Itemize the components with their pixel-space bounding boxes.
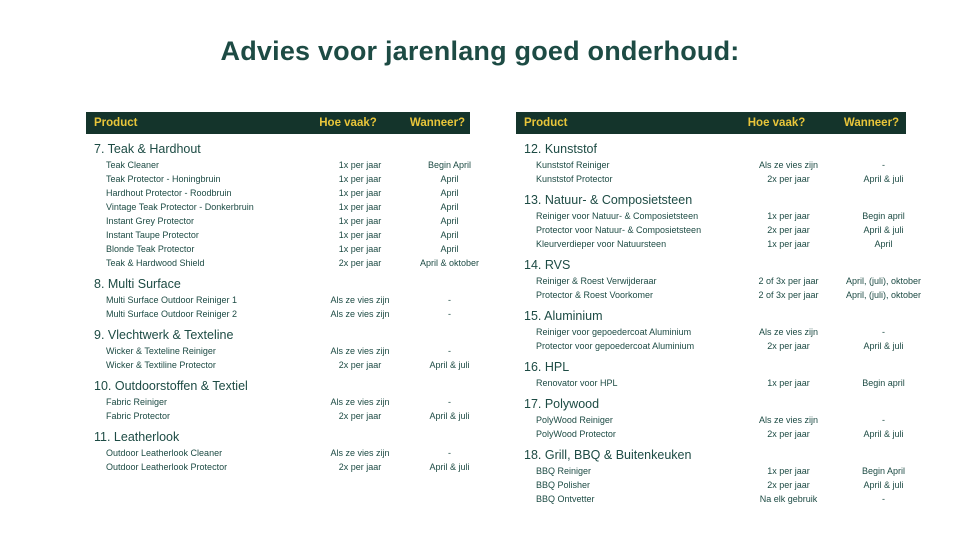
cell-frequency: 2x per jaar	[767, 341, 810, 351]
cell-when: April	[440, 188, 459, 198]
table-row	[86, 446, 470, 460]
cell-frequency: 1x per jaar	[338, 188, 382, 198]
table-row	[86, 200, 470, 214]
cell-product: Teak & Hardwood Shield	[106, 258, 205, 268]
cell-when: -	[882, 160, 885, 170]
column-header-product: Product	[94, 117, 138, 129]
cell-when: Begin april	[862, 378, 905, 388]
cell-frequency: Als ze vies zijn	[758, 160, 819, 170]
cell-when: Begin april	[862, 211, 905, 221]
cell-when: -	[882, 327, 885, 337]
cell-product: BBQ Reiniger	[536, 466, 592, 476]
table-row	[516, 492, 906, 506]
product-group	[86, 379, 470, 423]
table-row	[516, 339, 906, 353]
group-rows	[86, 395, 470, 423]
table-row	[86, 214, 470, 228]
product-group	[516, 309, 906, 353]
group-rows	[516, 464, 906, 506]
cell-frequency: Als ze vies zijn	[330, 346, 390, 356]
cell-when: April & juli	[429, 360, 470, 370]
group-rows	[86, 344, 470, 372]
table-row	[516, 288, 922, 302]
cell-frequency: 2x per jaar	[338, 411, 382, 421]
group-title: 11. Leatherlook	[94, 430, 180, 444]
cell-frequency: 2x per jaar	[338, 360, 382, 370]
table-row	[516, 464, 906, 478]
column-header-when: Wanneer?	[843, 117, 900, 129]
cell-when: April	[874, 239, 893, 249]
cell-when: April	[440, 244, 459, 254]
cell-when: April, (juli), oktober	[845, 276, 922, 286]
cell-when: April	[440, 216, 459, 226]
group-title: 12. Kunststof	[524, 142, 597, 156]
cell-product: Protector voor gepoedercoat Aluminium	[536, 341, 695, 351]
cell-frequency: Als ze vies zijn	[330, 448, 390, 458]
cell-product: Multi Surface Outdoor Reiniger 2	[106, 309, 238, 319]
group-title: 7. Teak & Hardhout	[94, 142, 201, 156]
group-rows	[86, 446, 470, 474]
cell-product: Vintage Teak Protector - Donkerbruin	[106, 202, 254, 212]
table-row	[516, 325, 906, 339]
product-group	[516, 142, 906, 186]
group-title: 8. Multi Surface	[94, 277, 181, 291]
table-row	[86, 293, 470, 307]
cell-product: Multi Surface Outdoor Reiniger 1	[106, 295, 238, 305]
cell-frequency: 2x per jaar	[767, 225, 810, 235]
cell-product: Wicker & Textiline Protector	[106, 360, 216, 370]
table-row	[86, 256, 480, 270]
cell-frequency: 1x per jaar	[767, 466, 810, 476]
product-group	[516, 258, 922, 302]
table-row	[86, 307, 470, 321]
cell-frequency: Als ze vies zijn	[330, 397, 390, 407]
table-row	[516, 413, 906, 427]
table-row	[86, 395, 470, 409]
cell-product: Blonde Teak Protector	[106, 244, 195, 254]
left-group-list	[86, 142, 480, 474]
cell-frequency: 1x per jaar	[338, 244, 382, 254]
group-rows	[516, 376, 906, 390]
group-title: 13. Natuur- & Composietsteen	[524, 193, 693, 207]
table-row	[86, 172, 470, 186]
cell-frequency: Als ze vies zijn	[758, 415, 819, 425]
group-title: 10. Outdoorstoffen & Textiel	[94, 379, 248, 393]
cell-when: April, (juli), oktober	[845, 290, 922, 300]
group-title: 17. Polywood	[524, 397, 600, 411]
table-row	[516, 274, 922, 288]
group-title: 16. HPL	[524, 360, 570, 374]
cell-when: -	[448, 397, 451, 407]
cell-frequency: 1x per jaar	[338, 216, 382, 226]
column-header-frequency: Hoe vaak?	[319, 117, 377, 129]
product-group	[86, 430, 470, 474]
group-title: 18. Grill, BBQ & Buitenkeuken	[524, 448, 692, 462]
cell-product: Hardhout Protector - Roodbruin	[106, 188, 232, 198]
cell-frequency: 2x per jaar	[338, 462, 382, 472]
table-row	[86, 242, 470, 256]
cell-product: Instant Taupe Protector	[106, 230, 199, 240]
cell-frequency: 2x per jaar	[767, 174, 810, 184]
cell-product: Instant Grey Protector	[106, 216, 195, 226]
cell-product: Reiniger voor Natuur- & Composietsteen	[536, 211, 699, 221]
product-group	[516, 360, 906, 390]
cell-product: Kleurverdieper voor Natuursteen	[536, 239, 667, 249]
table-row	[516, 237, 906, 251]
cell-product: BBQ Ontvetter	[536, 494, 595, 504]
cell-when: -	[448, 309, 451, 319]
cell-product: Protector voor Natuur- & Composietsteen	[536, 225, 702, 235]
product-group	[86, 277, 470, 321]
group-rows	[516, 274, 922, 302]
cell-when: April & juli	[429, 411, 470, 421]
cell-product: PolyWood Protector	[536, 429, 616, 439]
group-title: 15. Aluminium	[524, 309, 603, 323]
cell-frequency: 1x per jaar	[338, 230, 382, 240]
table-row	[516, 427, 906, 441]
cell-product: Outdoor Leatherlook Protector	[106, 462, 228, 472]
product-group	[516, 448, 906, 506]
cell-frequency: 2x per jaar	[338, 258, 382, 268]
cell-when: -	[448, 346, 451, 356]
cell-frequency: Als ze vies zijn	[330, 309, 390, 319]
table-header-row	[516, 112, 906, 134]
left-table	[86, 112, 480, 475]
table-header-row	[86, 112, 470, 134]
product-group	[516, 397, 906, 441]
cell-product: PolyWood Reiniger	[536, 415, 613, 425]
cell-frequency: Als ze vies zijn	[758, 327, 819, 337]
cell-frequency: 2x per jaar	[767, 429, 810, 439]
table-row	[516, 478, 906, 492]
table-row	[516, 172, 906, 186]
cell-when: April & juli	[429, 462, 470, 472]
cell-when: April & juli	[863, 341, 904, 351]
page-title: Advies voor jarenlang goed onderhoud:	[220, 36, 740, 66]
cell-product: Fabric Protector	[106, 411, 171, 421]
cell-product: Reiniger voor gepoedercoat Aluminium	[536, 327, 692, 337]
group-rows	[86, 158, 480, 270]
cell-frequency: 1x per jaar	[767, 378, 810, 388]
cell-product: Teak Protector - Honingbruin	[106, 174, 221, 184]
cell-product: Fabric Reiniger	[106, 397, 168, 407]
cell-product: Wicker & Texteline Reiniger	[106, 346, 216, 356]
cell-product: Reiniger & Roest Verwijderaar	[536, 276, 657, 286]
cell-when: April & juli	[863, 225, 904, 235]
group-title: 14. RVS	[524, 258, 571, 272]
cell-product: Outdoor Leatherlook Cleaner	[106, 448, 223, 458]
group-rows	[516, 325, 906, 353]
cell-when: -	[448, 295, 451, 305]
cell-when: April & juli	[863, 174, 904, 184]
cell-when: April	[440, 230, 459, 240]
cell-when: Begin April	[427, 160, 472, 170]
cell-when: Begin April	[861, 466, 906, 476]
cell-frequency: 1x per jaar	[338, 202, 382, 212]
cell-product: Protector & Roest Voorkomer	[536, 290, 654, 300]
product-group	[86, 142, 480, 270]
cell-product: BBQ Polisher	[536, 480, 591, 490]
cell-when: April & oktober	[419, 258, 480, 268]
table-row	[516, 376, 906, 390]
cell-when: April	[440, 202, 459, 212]
group-title: 9. Vlechtwerk & Texteline	[94, 328, 234, 342]
cell-product: Kunststof Protector	[536, 174, 613, 184]
cell-when: April	[440, 174, 459, 184]
column-header-frequency: Hoe vaak?	[747, 117, 806, 129]
product-group	[516, 193, 906, 251]
cell-frequency: 1x per jaar	[338, 160, 382, 170]
table-row	[516, 158, 906, 172]
cell-product: Kunststof Reiniger	[536, 160, 610, 170]
right-group-list	[516, 142, 922, 506]
group-rows	[516, 158, 906, 186]
column-header-when: Wanneer?	[409, 117, 466, 129]
cell-frequency: 1x per jaar	[338, 174, 382, 184]
cell-frequency: Als ze vies zijn	[330, 295, 390, 305]
cell-frequency: 2 of 3x per jaar	[758, 290, 819, 300]
cell-when: -	[882, 494, 885, 504]
table-row	[86, 409, 470, 423]
table-row	[86, 186, 470, 200]
cell-when: April & juli	[863, 480, 904, 490]
column-header-product: Product	[524, 117, 568, 129]
group-rows	[516, 209, 906, 251]
group-rows	[516, 413, 906, 441]
cell-product: Renovator voor HPL	[536, 378, 618, 388]
table-row	[86, 460, 470, 474]
table-row	[86, 158, 470, 172]
group-rows	[86, 293, 470, 321]
table-row	[516, 223, 906, 237]
table-row	[86, 358, 470, 372]
cell-frequency: 1x per jaar	[767, 211, 810, 221]
cell-product: Teak Cleaner	[106, 160, 160, 170]
cell-when: April & juli	[863, 429, 904, 439]
product-group	[86, 328, 470, 372]
cell-frequency: 2 of 3x per jaar	[758, 276, 819, 286]
table-row	[86, 228, 470, 242]
table-row	[516, 209, 906, 223]
cell-when: -	[882, 415, 885, 425]
cell-when: -	[448, 448, 451, 458]
cell-frequency: Na elk gebruik	[759, 494, 818, 504]
cell-frequency: 1x per jaar	[767, 239, 810, 249]
cell-frequency: 2x per jaar	[767, 480, 810, 490]
table-row	[86, 344, 470, 358]
right-table	[516, 112, 922, 507]
